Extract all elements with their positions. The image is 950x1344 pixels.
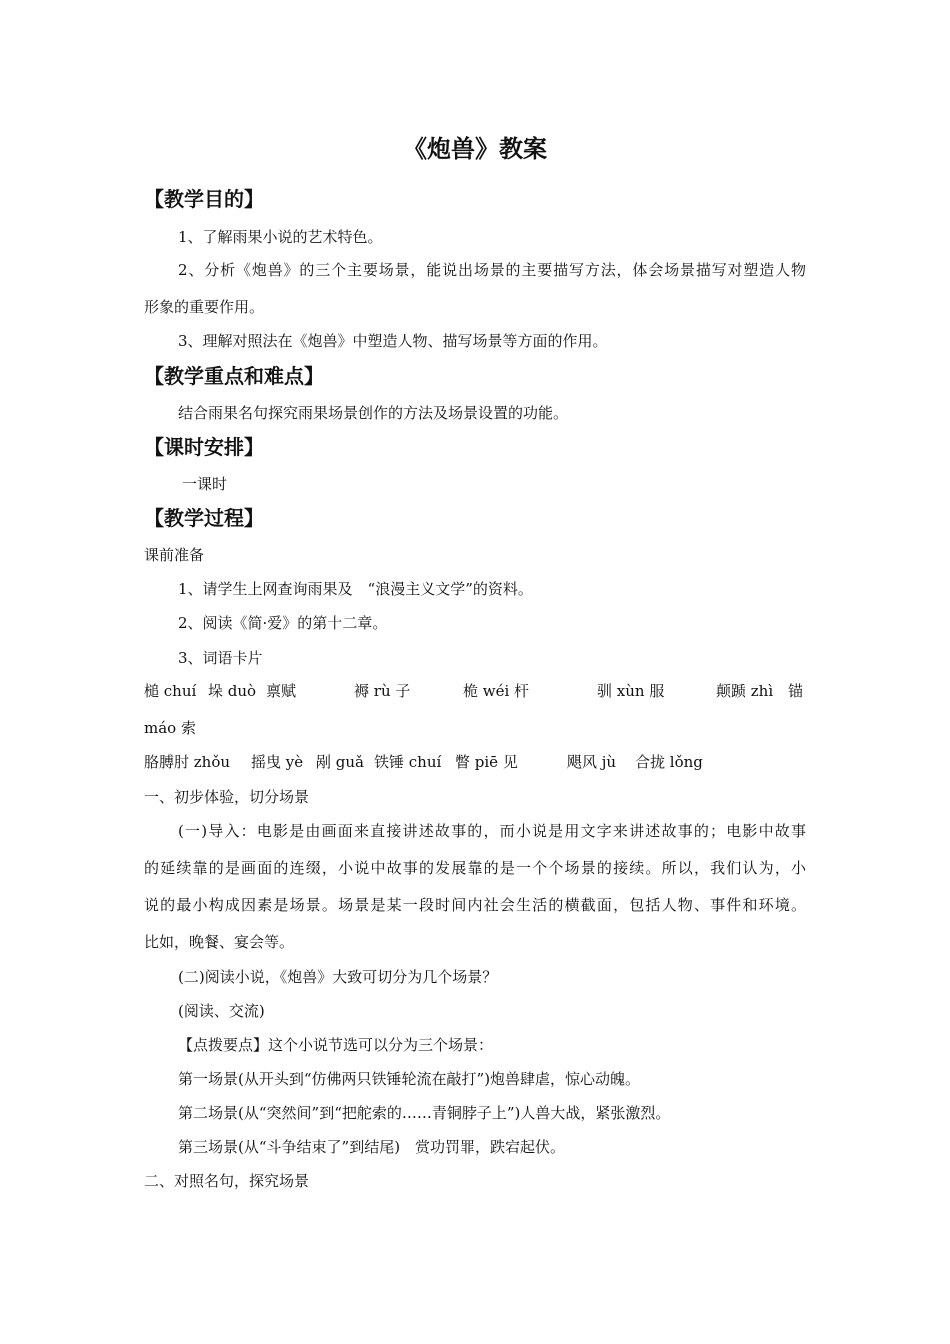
vocab-word: 禀赋	[266, 682, 297, 700]
vocab-word: 瞥 piē 见	[455, 753, 518, 771]
scene-2: 第二场景(从“突然间”到“把舵索的……青铜脖子上”)人兽大战，紧张激烈。	[178, 1104, 671, 1122]
section-2-title: 二、对照名句，探究场景	[144, 1172, 310, 1190]
scene-1: 第一场景(从开头到“仿佛两只铁锤轮流在敲打”)炮兽肆虐，惊心动魄。	[178, 1070, 641, 1088]
tips-heading: 【点拨要点】这个小说节选可以分为三个场景：	[178, 1036, 494, 1054]
objective-2-line-1: 2、分析《炮兽》的三个主要场景，能说出场景的主要描写方法，体会场景描写对塑造人物	[178, 261, 806, 279]
heading-schedule: 【课时安排】	[144, 435, 264, 459]
reading-activity: (阅读、交流)	[178, 1002, 265, 1020]
prep-item-1: 1、请学生上网查询雨果及 “浪漫主义文学”的资料。	[178, 580, 533, 598]
vocab-word: 合拢 lǒng	[635, 753, 703, 771]
intro-line-2: 的延续靠的是画面的连缀，小说中故事的发展靠的是一个个场景的接续。所以，我们认为，小	[144, 859, 806, 877]
vocab-word: 桅 wéi 杆	[463, 682, 530, 700]
vocab-word: 垛 duò	[208, 682, 257, 700]
vocab-word: 摇曳 yè	[251, 753, 304, 771]
vocab-row-2	[0, 751, 950, 773]
intro-line-1: (一)导入：电影是由画面来直接讲述故事的，而小说是用文字来讲述故事的；电影中故事	[178, 822, 806, 840]
scene-3: 第三场景(从“斗争结束了”到结尾) 赏功罚罪，跌宕起伏。	[178, 1138, 566, 1156]
reading-question: (二)阅读小说，《炮兽》大致可切分为几个场景？	[178, 968, 498, 986]
schedule-text: 一课时	[182, 475, 228, 493]
heading-key-points: 【教学重点和难点】	[144, 364, 324, 388]
objective-1: 1、了解雨果小说的艺术特色。	[178, 228, 383, 246]
prep-item-3: 3、词语卡片	[178, 649, 263, 667]
vocab-word: 剐 guǎ	[316, 753, 364, 771]
heading-process: 【教学过程】	[144, 506, 264, 530]
vocab-word: 槌 chuí	[144, 682, 197, 700]
section-1-title: 一、初步体验，切分场景	[144, 788, 310, 806]
vocab-word: 驯 xùn 服	[597, 682, 665, 700]
prep-item-2: 2、阅读《简·爱》的第十二章。	[178, 614, 388, 632]
heading-objectives: 【教学目的】	[144, 187, 264, 211]
vocab-row-1	[0, 680, 950, 702]
vocab-word: 颠踬 zhì	[716, 682, 774, 700]
intro-line-3: 说的最小构成因素是场景。场景是某一段时间内社会生活的横截面，包括人物、事件和环境。	[144, 896, 806, 914]
vocab-word: 飓风 jù	[567, 753, 617, 771]
objective-3: 3、理解对照法在《炮兽》中塑造人物、描写场景等方面的作用。	[178, 332, 608, 350]
vocab-word: 锚	[788, 682, 804, 700]
key-points-text: 结合雨果名句探究雨果场景创作的方法及场景设置的功能。	[178, 404, 569, 422]
document-title: 《炮兽》教案	[403, 135, 547, 163]
prep-title: 课前准备	[144, 546, 205, 564]
vocab-word: 胳膊肘 zhǒu	[144, 753, 231, 771]
vocab-word: 褥 rù 子	[354, 682, 411, 700]
vocab-word: 铁锤 chuí	[374, 753, 442, 771]
vocab-row-1-continued: máo 索	[144, 719, 196, 737]
intro-line-4: 比如，晚餐、宴会等。	[144, 933, 295, 951]
objective-2-line-2: 形象的重要作用。	[144, 298, 265, 316]
